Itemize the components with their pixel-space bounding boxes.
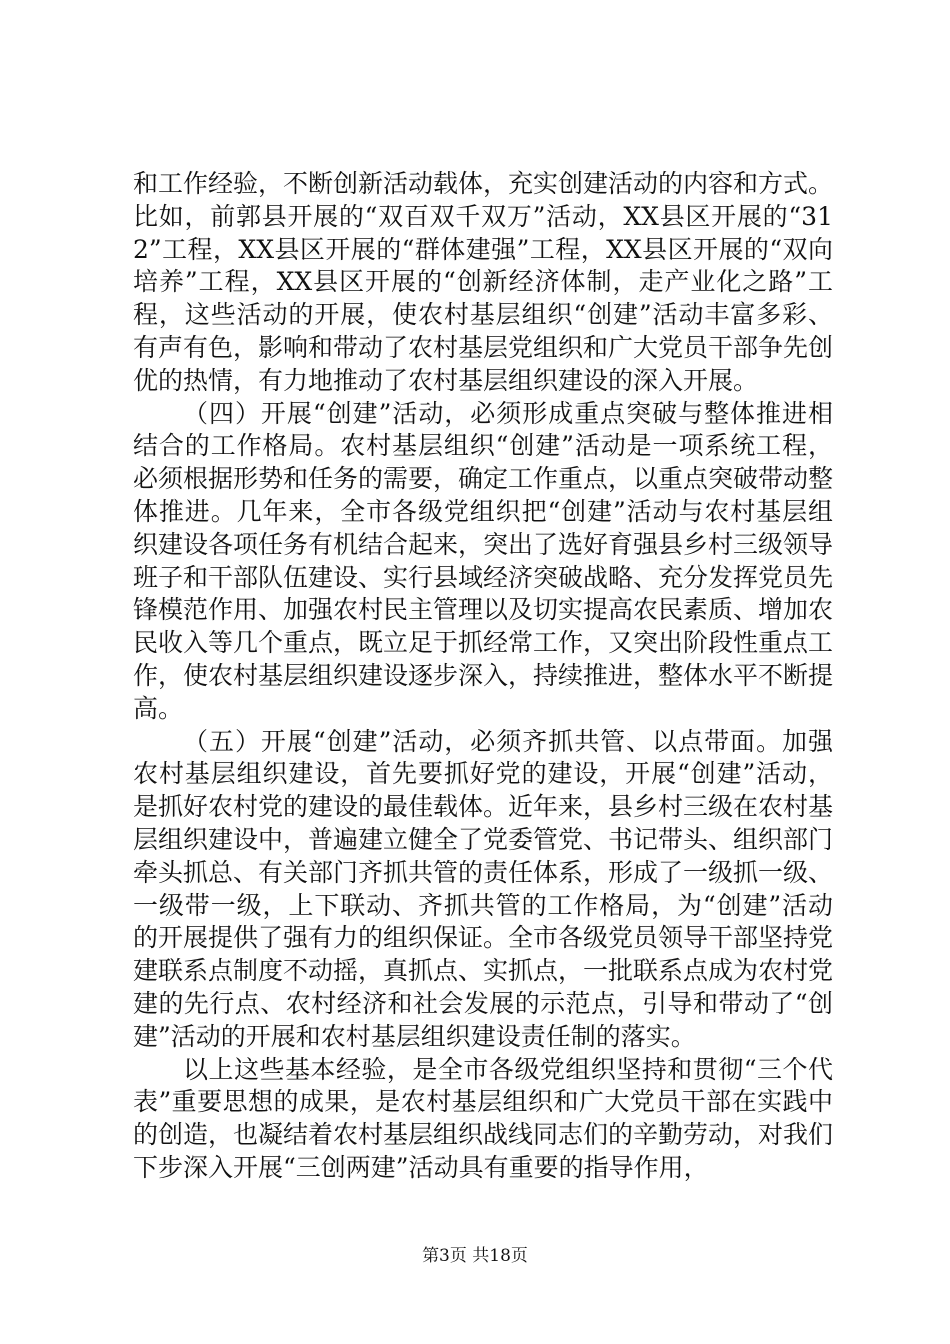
document-body xyxy=(133,168,833,1185)
paragraph-section-four: （四）开展“创建”活动，必须形成重点突破与整体推进相结合的工作格局。农村基层组织“创建”活动是一项系统工程，必须根据形势和任务的需要，确定工作重点，以重点突破带动整体推进。几年来，全市各级党组织把“创建”活动与农村基层组织建设各项任务有机结合起来，突出了选好育强县乡村三级领导班子和干部队伍建设、实行县域经济突破战略、充分发挥党员先锋模范作用、加强农村民主管理以及切实提高农民素质、增加农民收入等几个重点，既立足于抓经常工作，又突出阶段性重点工作，使农村基层组织建设逐步深入，持续推进，整体水平不断提高。 xyxy=(133,398,834,723)
paragraph-summary: 以上这些基本经验，是全市各级党组织坚持和贯彻“三个代表”重要思想的成果，是农村基层组织和广大党员干部在实践中的创造，也凝结着农村基层组织战线同志们的辛勤劳动，对我们下步深入开展“三创两建”活动具有重要的指导作用， xyxy=(133,1054,834,1182)
paragraph-section-five: （五）开展“创建”活动，必须齐抓共管、以点带面。加强农村基层组织建设，首先要抓好党的建设，开展“创建”活动，是抓好农村党的建设的最佳载体。近年来，县乡村三级在农村基层组织建设中，普遍建立健全了党委管党、书记带头、组织部门牵头抓总、有关部门齐抓共管的责任体系，形成了一级抓一级、一级带一级，上下联动、齐抓共管的工作格局，为“创建”活动的开展提供了强有力的组织保证。全市各级党员领导干部坚持党建联系点制度不动摇，真抓点、实抓点，一批联系点成为农村党建的先行点、农村经济和社会发展的示范点，引导和带动了“创建”活动的开展和农村基层组织建设责任制的落实。 xyxy=(133,726,834,1051)
page-number-label: 第3页 共18页 xyxy=(422,1246,528,1266)
paragraph-continuation: 和工作经验，不断创新活动载体，充实创建活动的内容和方式。比如，前郭县开展的“双百双千双万”活动，XX县区开展的“312”工程，XX县区开展的“群体建强”工程，XX县区开展的“双向培养”工程，XX县区开展的“创新经济体制，走产业化之路”工程，这些活动的开展，使农村基层组织“创建”活动丰富多彩、有声有色，影响和带动了农村基层党组织和广大党员干部争先创优的热情，有力地推动了农村基层组织建设的深入开展。 xyxy=(133,169,834,395)
page-footer xyxy=(0,1244,950,1268)
